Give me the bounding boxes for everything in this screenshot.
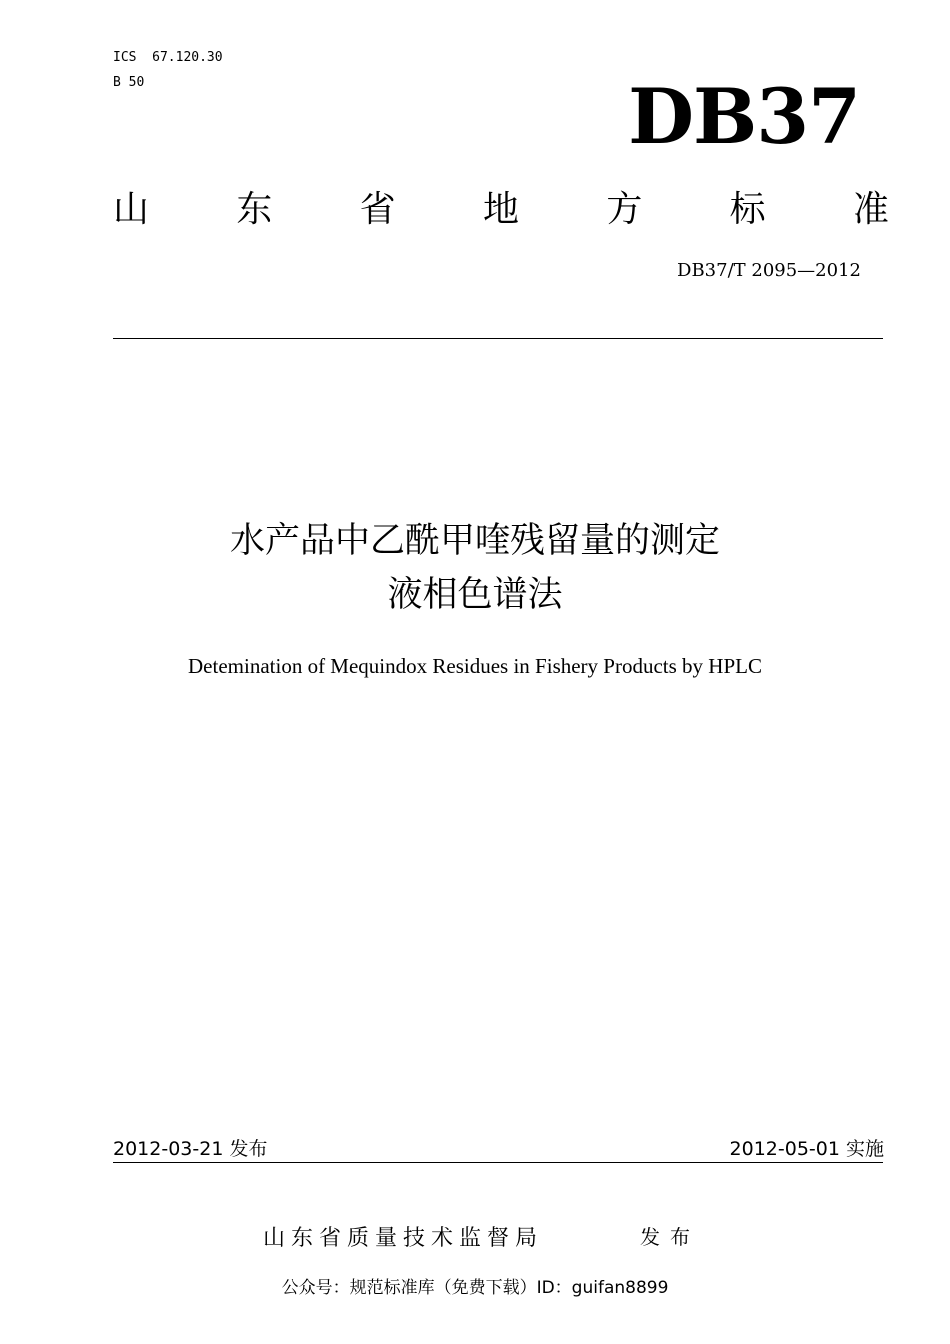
ics-code: ICS 67.120.30 bbox=[113, 50, 223, 65]
standard-type-char: 东 bbox=[236, 189, 273, 230]
header-divider bbox=[113, 338, 883, 339]
chinese-title-line-1: 水产品中乙酰甲喹残留量的测定 bbox=[229, 521, 720, 561]
standard-type-char: 标 bbox=[729, 189, 766, 230]
implementation-date: 2012-05-01 实施 bbox=[729, 1138, 884, 1160]
standard-logo: DB37 bbox=[628, 72, 860, 161]
standard-type-char: 省 bbox=[359, 189, 396, 230]
english-title: Detemination of Mequindox Residues in Fishery Products by HPLC bbox=[188, 654, 762, 678]
ccs-code: B 50 bbox=[113, 75, 145, 90]
issue-date: 2012-03-21 发布 bbox=[113, 1138, 268, 1160]
standard-type-char: 地 bbox=[482, 189, 519, 230]
publisher-name: 山东省质量技术监督局 bbox=[263, 1226, 544, 1251]
chinese-title-line-2: 液相色谱法 bbox=[387, 575, 563, 615]
standard-type-char: 准 bbox=[852, 189, 889, 230]
footer-note: 公众号：规范标准库（免费下载）ID：guifan8899 bbox=[281, 1278, 669, 1298]
standard-number: DB37/T 2095—2012 bbox=[677, 260, 861, 281]
footer-divider bbox=[113, 1162, 883, 1163]
standard-type-char: 山 bbox=[113, 189, 150, 230]
publish-label: 发布 bbox=[640, 1225, 700, 1249]
standard-type-char: 方 bbox=[606, 189, 643, 230]
standard-type-title bbox=[113, 186, 889, 234]
